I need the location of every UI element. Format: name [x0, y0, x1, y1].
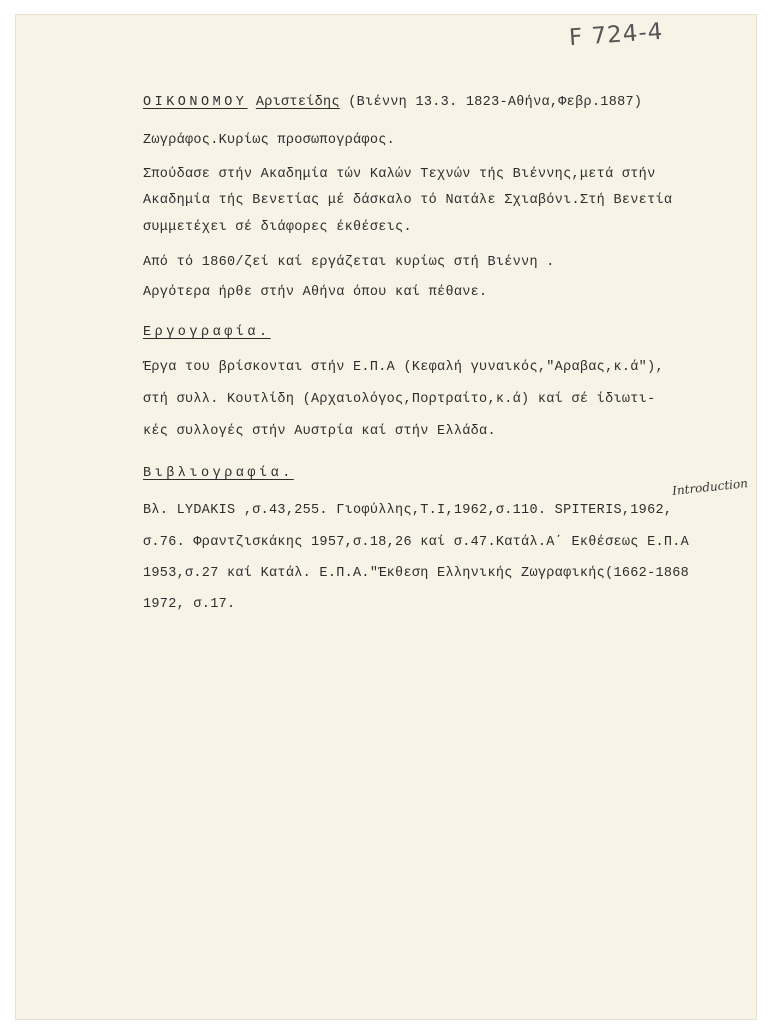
- works-line: Έργα του βρίσκονται στήν Ε.Π.Α (Κεφαλή γυναικός,"Αραβας,κ.ά"),: [143, 360, 664, 375]
- bio-line: Ζωγράφος.Κυρίως προσωπογράφος.: [143, 133, 396, 148]
- biblio-line: 1953,σ.27 καί Κατάλ. Ε.Π.Α."Έκθεση Ελληνικής Ζωγραφικής(1662-1868: [143, 566, 690, 581]
- archive-code: F 724-4: [568, 18, 665, 52]
- entry-dates: (Βιέννη 13.3. 1823-Αθήνα,Φεβρ.1887): [348, 95, 643, 110]
- bio-line: Από τό 1860/ζεί καί εργάζεται κυρίως στή Βιέννη .: [143, 255, 555, 270]
- entry-given-name: Αριστείδης: [255, 95, 340, 110]
- bio-line: Ακαδημία τής Βενετίας μέ δάσκαλο τό Νατάλε Σχιαβόνι.Στή Βενετία: [143, 193, 673, 208]
- biblio-heading: Βιβλιογραφία.: [143, 466, 294, 481]
- biblio-line: 1972, σ.17.: [143, 597, 236, 612]
- bio-line: Σπούδασε στήν Ακαδημία τών Καλών Τεχνών τής Βιέννης,μετά στήν: [143, 167, 656, 182]
- works-line: κές συλλογές στήν Αυστρία καί στήν Ελλάδα.: [143, 424, 496, 439]
- biblio-line: σ.76. Φραντζισκάκης 1957,σ.18,26 καί σ.47.Κατάλ.Α΄ Εκθέσεως Ε.Π.Α: [143, 535, 690, 550]
- biblio-line: Βλ. LYDAKIS ,σ.43,255. Γιοφύλλης,Τ.Ι,1962,σ.110. SPITERIS,1962,: [143, 503, 673, 518]
- handwritten-note: Introduction: [671, 476, 749, 498]
- entry-surname: ΟΙΚΟΝΟΜΟΥ: [143, 95, 248, 110]
- works-line: στή συλλ. Κουτλίδη (Αρχαιολόγος,Πορτραίτο,κ.ά) καί σέ ίδιωτι-: [143, 392, 656, 407]
- entry-header: [143, 95, 642, 110]
- bio-line: Αργότερα ήρθε στήν Αθήνα όπου καί πέθανε.: [143, 285, 488, 300]
- works-heading: Εργογραφία.: [143, 325, 271, 340]
- bio-line: συμμετέχει σέ διάφορες έκθέσεις.: [143, 220, 412, 235]
